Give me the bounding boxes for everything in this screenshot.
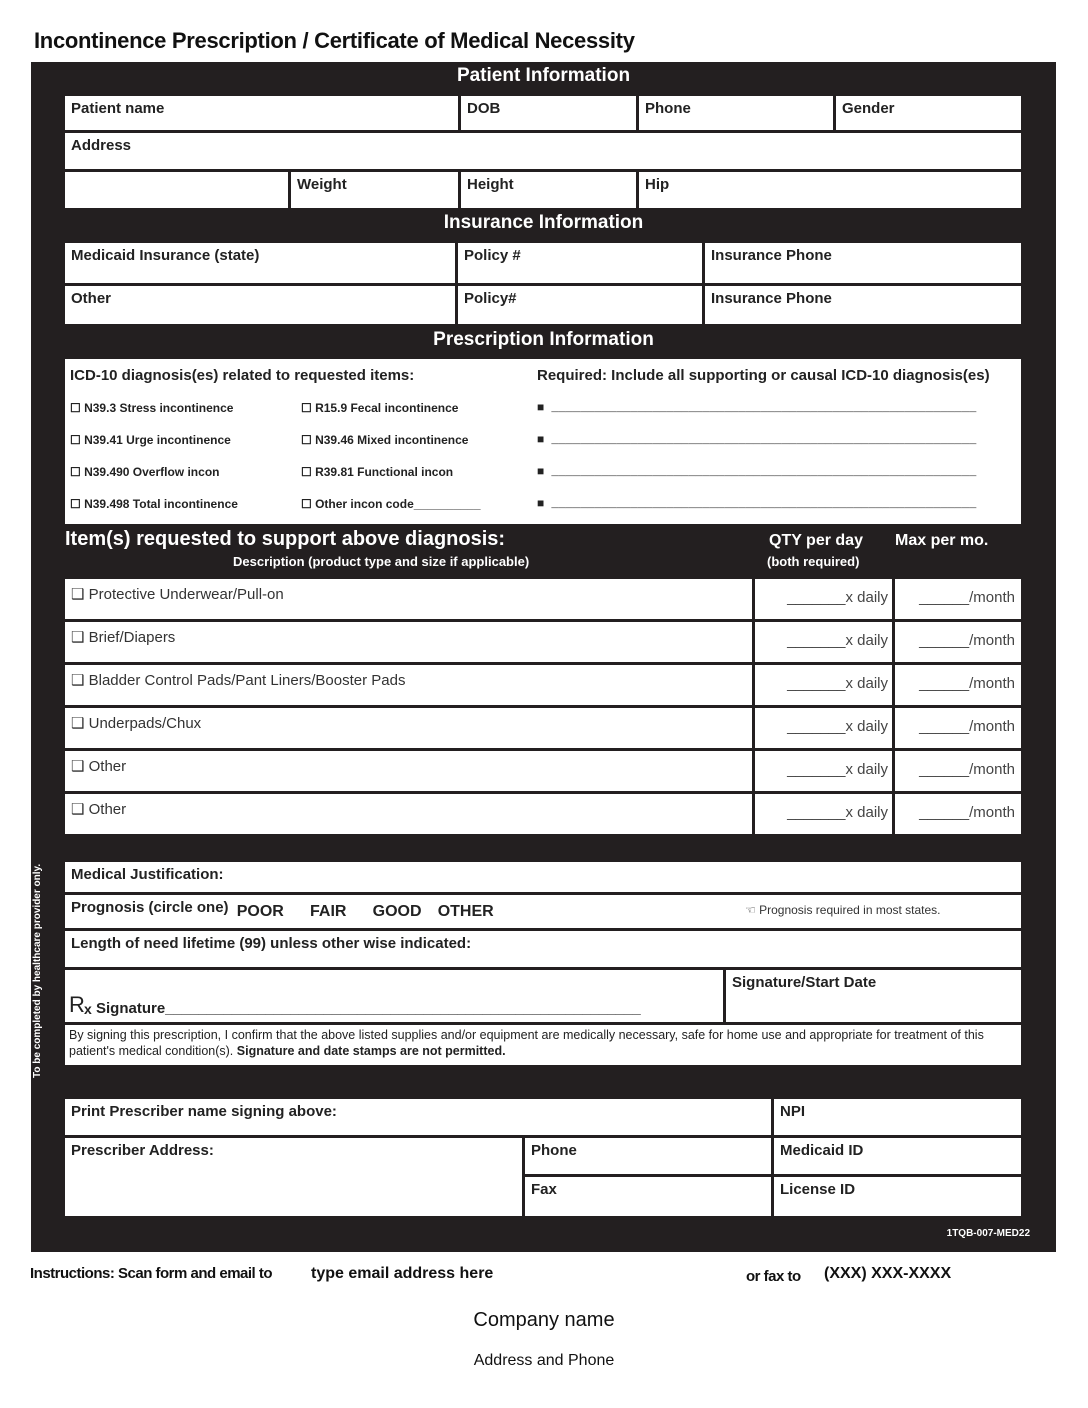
- item-qty-field[interactable]: _______x daily: [755, 708, 892, 748]
- company-address-phone: Address and Phone: [473, 1352, 615, 1369]
- hip-field[interactable]: [639, 172, 1021, 208]
- item-max-field[interactable]: ______/month: [895, 622, 1021, 662]
- item-qty-field[interactable]: _______x daily: [755, 665, 892, 705]
- policy-field[interactable]: [458, 243, 702, 283]
- prescriber-phone-field[interactable]: [525, 1138, 771, 1174]
- item-qty-field[interactable]: _______x daily: [755, 622, 892, 662]
- other-insurance-field[interactable]: [65, 286, 455, 324]
- weight-field[interactable]: [291, 172, 458, 208]
- medicaid-insurance-field[interactable]: [65, 243, 455, 283]
- other-policy-label: Policy#: [464, 290, 517, 307]
- medical-justification-field[interactable]: [65, 862, 1021, 892]
- insurance-phone-field[interactable]: [705, 243, 1021, 283]
- instructions-text: Instructions: Scan form and email to: [30, 1265, 273, 1282]
- item-qty-field[interactable]: _______x daily: [755, 794, 892, 834]
- prognosis-option-fair[interactable]: FAIR: [310, 903, 347, 920]
- item-max-field[interactable]: ______/month: [895, 708, 1021, 748]
- form-code: 1TQB-007-MED22: [946, 1228, 1030, 1239]
- item-row: [65, 622, 1021, 662]
- rx-symbol: R: [69, 992, 85, 1017]
- rx-x: x: [84, 1001, 92, 1017]
- items-subheading: Description (product type and size if applicable): [233, 554, 530, 569]
- icd-label: ICD-10 diagnosis(es) related to requested items:: [70, 367, 415, 384]
- prescriber-address-label: Prescriber Address:: [71, 1142, 214, 1159]
- item-row: [65, 708, 1021, 748]
- npi-label: NPI: [780, 1103, 806, 1120]
- required-label: Required: Include all supporting or causal ICD-10 diagnosis(es): [537, 367, 990, 384]
- required-diagnosis-line-2[interactable]: ■ ___________________________________________________________: [537, 433, 977, 447]
- form-title: Incontinence Prescription / Certificate of Medical Necessity: [34, 28, 635, 53]
- blank-field[interactable]: [65, 172, 288, 208]
- other-insurance-phone-field[interactable]: [705, 286, 1021, 324]
- item-row: [65, 665, 1021, 705]
- patient-name-label: Patient name: [71, 100, 165, 117]
- attestation-warning: Signature and date stamps are not permitted.: [236, 1044, 506, 1058]
- item-description[interactable]: ❑ Bladder Control Pads/Pant Liners/Booster Pads: [65, 665, 752, 705]
- item-description[interactable]: ❑ Protective Underwear/Pull-on: [65, 579, 752, 619]
- insurance-info-heading: Insurance Information: [443, 212, 644, 233]
- item-max-field[interactable]: ______/month: [895, 665, 1021, 705]
- items-heading: Item(s) requested to support above diagnosis:: [65, 528, 506, 550]
- other-insurance-phone-label: Insurance Phone: [711, 290, 832, 307]
- qty-subheading: (both required): [767, 554, 860, 569]
- item-description[interactable]: ❑ Other: [65, 794, 752, 834]
- item-description[interactable]: ❑ Other: [65, 751, 752, 791]
- length-of-need-field[interactable]: [65, 931, 1021, 967]
- icd-checkbox-n39-41[interactable]: ☐ N39.41 Urge incontinence: [70, 433, 231, 447]
- prescriber-fax-field[interactable]: [525, 1177, 771, 1216]
- height-field[interactable]: [461, 172, 636, 208]
- icd-checkbox-r15-9[interactable]: ☐ R15.9 Fecal incontinence: [301, 401, 459, 415]
- icd-checkbox-r39-81[interactable]: ☐ R39.81 Functional incon: [301, 465, 454, 479]
- prescriber-name-field[interactable]: [65, 1099, 771, 1135]
- signature-date-label: Signature/Start Date: [732, 974, 877, 991]
- prognosis-note: ☜ Prognosis required in most states.: [745, 903, 941, 917]
- or-fax-text: or fax to: [746, 1268, 801, 1285]
- address-label: Address: [71, 137, 132, 154]
- other-policy-field[interactable]: [458, 286, 702, 324]
- prognosis-label: Prognosis (circle one): [71, 899, 229, 916]
- hip-label: Hip: [645, 176, 670, 193]
- item-row: [65, 579, 1021, 619]
- height-label: Height: [467, 176, 514, 193]
- icd-checkbox-n39-3[interactable]: ☐ N39.3 Stress incontinence: [70, 401, 234, 415]
- item-max-field[interactable]: ______/month: [895, 794, 1021, 834]
- required-diagnosis-line-4[interactable]: ■ ___________________________________________________________: [537, 497, 977, 511]
- vertical-note: To be completed by healthcare provider only.: [32, 863, 43, 1078]
- max-heading: Max per mo.: [895, 532, 989, 549]
- item-description[interactable]: ❑ Underpads/Chux: [65, 708, 752, 748]
- icd-checkbox-other[interactable]: ☐ Other incon code__________: [301, 497, 481, 511]
- icd-checkbox-n39-498[interactable]: ☐ N39.498 Total incontinence: [70, 497, 238, 511]
- email-address: type email address here: [311, 1265, 494, 1282]
- item-qty-field[interactable]: _______x daily: [755, 751, 892, 791]
- item-description[interactable]: ❑ Brief/Diapers: [65, 622, 752, 662]
- prescription-info-heading: Prescription Information: [433, 329, 654, 350]
- required-diagnosis-line-1[interactable]: ■ ___________________________________________________________: [537, 401, 977, 415]
- patient-info-heading: Patient Information: [456, 65, 631, 86]
- form-panel: [31, 62, 1056, 1252]
- prescriber-fax-label: Fax: [531, 1181, 557, 1198]
- medicaid-id-field[interactable]: [774, 1138, 1021, 1174]
- medicaid-insurance-label: Medicaid Insurance (state): [71, 247, 260, 264]
- dob-field[interactable]: [461, 96, 636, 130]
- icd-checkbox-n39-46[interactable]: ☐ N39.46 Mixed incontinence: [301, 433, 469, 447]
- prescriber-phone-label: Phone: [531, 1142, 577, 1159]
- signature-date-field[interactable]: [726, 970, 1021, 1022]
- company-name: Company name: [473, 1309, 615, 1331]
- fax-number: (XXX) XXX-XXXX: [824, 1265, 952, 1282]
- icd-box: [65, 359, 1021, 524]
- medical-justification-label: Medical Justification:: [71, 866, 224, 883]
- rx-signature-line: Signature_________________________________________________________: [96, 1000, 641, 1017]
- phone-field[interactable]: [639, 96, 833, 130]
- item-max-field[interactable]: ______/month: [895, 751, 1021, 791]
- prescriber-address-field[interactable]: [65, 1138, 522, 1216]
- required-diagnosis-line-3[interactable]: ■ ___________________________________________________________: [537, 465, 977, 479]
- license-id-field[interactable]: [774, 1177, 1021, 1216]
- medicaid-id-label: Medicaid ID: [780, 1142, 864, 1159]
- prognosis-field: [65, 895, 1021, 928]
- gender-label: Gender: [842, 100, 895, 117]
- qty-heading: QTY per day: [769, 532, 863, 549]
- rx-signature-field[interactable]: [65, 970, 723, 1022]
- policy-label: Policy #: [464, 247, 521, 264]
- item-row: [65, 751, 1021, 791]
- prognosis-option-good[interactable]: GOOD: [372, 903, 422, 920]
- dob-label: DOB: [467, 100, 501, 117]
- patient-name-field[interactable]: [65, 96, 458, 130]
- prognosis-option-other[interactable]: OTHER: [437, 903, 494, 920]
- icd-checkbox-n39-490[interactable]: ☐ N39.490 Overflow incon: [70, 465, 220, 479]
- item-max-field[interactable]: ______/month: [895, 579, 1021, 619]
- item-row: [65, 794, 1021, 834]
- item-qty-field[interactable]: _______x daily: [755, 579, 892, 619]
- prescriber-name-label: Print Prescriber name signing above:: [71, 1103, 337, 1120]
- npi-field[interactable]: [774, 1099, 1021, 1135]
- other-insurance-label: Other: [71, 290, 112, 307]
- gender-field[interactable]: [836, 96, 1021, 130]
- length-of-need-label: Length of need lifetime (99) unless other wise indicated:: [71, 935, 472, 952]
- prognosis-option-poor[interactable]: POOR: [236, 903, 284, 920]
- phone-label: Phone: [645, 100, 691, 117]
- attestation-body: By signing this prescription, I confirm that the above listed supplies and/or equipment are medically necessary, safe for home use and appropriate for treatment of this patient's medical condition(s).: [69, 1028, 984, 1058]
- address-field[interactable]: [65, 133, 1021, 169]
- insurance-phone-label: Insurance Phone: [711, 247, 832, 264]
- license-id-label: License ID: [780, 1181, 856, 1198]
- attestation-text: [65, 1025, 1021, 1065]
- weight-label: Weight: [297, 176, 347, 193]
